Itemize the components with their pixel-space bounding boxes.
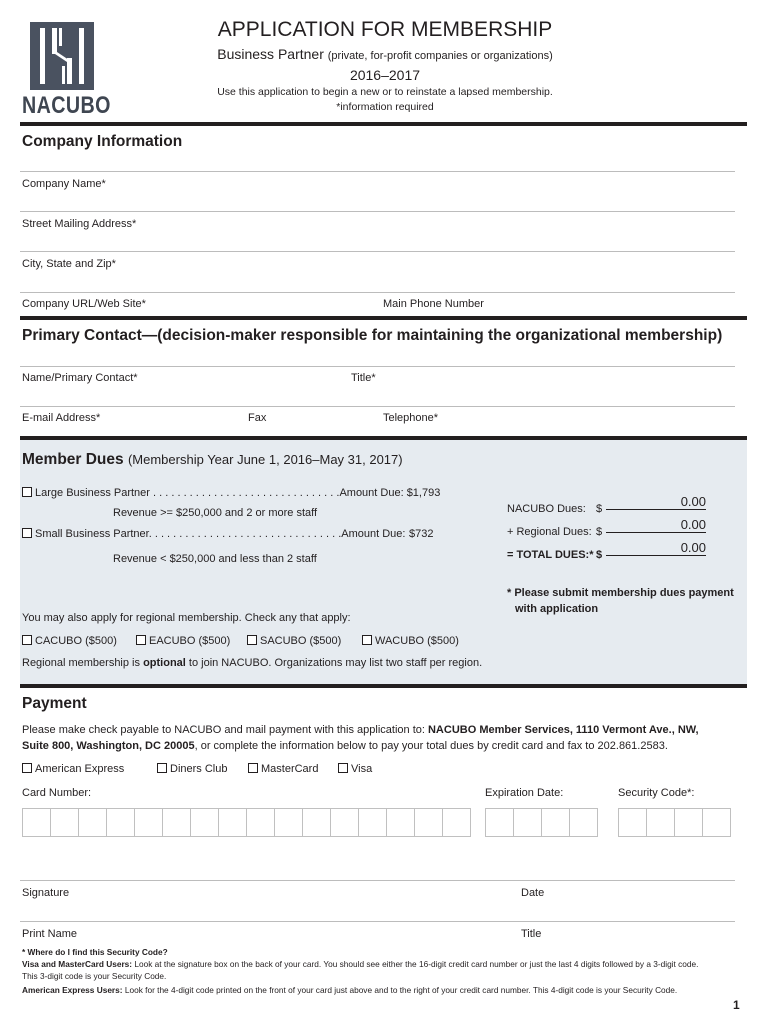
security-code-label: Security Code*: (618, 787, 695, 799)
divider (20, 366, 735, 367)
digit-box[interactable] (79, 808, 107, 837)
digit-box[interactable] (443, 808, 471, 837)
payment-text-2: , or complete the information below to pay your total dues by credit card and fax to 202.861.2583. (194, 740, 668, 752)
subtitle (160, 46, 610, 62)
visa-mastercard-note (22, 959, 742, 971)
currency-symbol: $ (596, 549, 603, 561)
street-address-field[interactable]: Street Mailing Address* (22, 218, 137, 230)
city-state-zip-field[interactable]: City, State and Zip* (22, 258, 116, 270)
digit-box[interactable] (219, 808, 247, 837)
regional-option-wacubo[interactable] (362, 635, 459, 647)
diners-label: Diners Club (170, 763, 228, 775)
subtitle-main: Business Partner (217, 46, 324, 62)
payment-address-1: NACUBO Member Services, 1110 Vermont Ave., NW, (427, 724, 699, 736)
submit-note-line2: with application (515, 603, 599, 615)
wacubo-label: WACUBO ($500) (375, 635, 459, 647)
large-business-label: Large Business Partner (35, 487, 150, 499)
card-number-label: Card Number: (22, 787, 92, 799)
divider (20, 211, 735, 212)
digit-box[interactable] (135, 808, 163, 837)
divider (20, 880, 735, 881)
visa-note-text: Look at the signature box on the back of your card. You should see either the 16-digit credit card number or just the last 4 digits followed by a 3-digit code. (132, 959, 699, 969)
leader-dots: . . . . . . . . . . . . . . . . . . . . . . . . . . . . . . . (149, 487, 340, 499)
company-section-title: Company Information (22, 133, 183, 150)
digit-box[interactable] (647, 808, 675, 837)
digit-box[interactable] (485, 808, 514, 837)
digit-box[interactable] (570, 808, 598, 837)
card-option-visa[interactable] (338, 763, 372, 775)
subtitle-note: (private, for-profit companies or organizations) (327, 50, 553, 62)
divider (20, 436, 747, 440)
date-field[interactable]: Date (521, 887, 545, 899)
divider (20, 684, 747, 688)
large-amount: Amount Due: $1,793 (339, 487, 441, 499)
regional-option-sacubo[interactable] (247, 635, 341, 647)
nacubo-dues-value[interactable]: 0.00 (606, 494, 706, 510)
small-business-label: Small Business Partner (35, 528, 149, 540)
divider (20, 316, 747, 320)
nacubo-logo-icon (30, 22, 94, 90)
submit-note-line1: * Please submit membership dues payment (507, 587, 734, 599)
card-option-amex[interactable] (22, 763, 124, 775)
digit-box[interactable] (247, 808, 275, 837)
amex-label: American Express (35, 763, 125, 775)
print-name-field[interactable]: Print Name (22, 928, 78, 940)
diners-checkbox[interactable] (157, 763, 167, 773)
digit-box[interactable] (359, 808, 387, 837)
digit-box[interactable] (542, 808, 570, 837)
payment-section-title: Payment (22, 695, 87, 712)
email-field[interactable]: E-mail Address* (22, 412, 101, 424)
divider (20, 171, 735, 172)
currency-symbol: $ (596, 526, 603, 538)
regional-option-eacubo[interactable] (136, 635, 230, 647)
company-name-field[interactable]: Company Name* (22, 178, 106, 190)
main-phone-field[interactable]: Main Phone Number (383, 298, 484, 310)
card-option-diners[interactable] (157, 763, 227, 775)
page-title: APPLICATION FOR MEMBERSHIP (217, 18, 553, 41)
large-business-note: Revenue >= $250,000 and 2 or more staff (113, 507, 318, 519)
telephone-field[interactable]: Telephone* (383, 412, 439, 424)
visa-label: Visa (351, 763, 373, 775)
regional-note-pre: Regional membership is (22, 657, 144, 669)
mastercard-checkbox[interactable] (248, 763, 258, 773)
divider (20, 921, 735, 922)
regional-intro: You may also apply for regional membership. Check any that apply: (22, 612, 351, 624)
signature-field[interactable]: Signature (22, 887, 70, 899)
digit-box[interactable] (275, 808, 303, 837)
regional-option-cacubo[interactable] (22, 635, 117, 647)
cacubo-label: CACUBO ($500) (35, 635, 117, 647)
large-business-option[interactable] (22, 487, 440, 499)
eacubo-checkbox[interactable] (136, 635, 146, 645)
small-business-option[interactable] (22, 528, 405, 540)
visa-mastercard-note-2: This 3-digit code is your Security Code. (22, 971, 167, 981)
digit-box[interactable] (107, 808, 135, 837)
eacubo-label: EACUBO ($500) (149, 635, 231, 647)
expiration-input[interactable] (485, 808, 598, 837)
large-business-checkbox[interactable] (22, 487, 32, 497)
payment-address-2: Suite 800, Washington, DC 20005 (22, 740, 195, 752)
digit-box[interactable] (618, 808, 647, 837)
security-code-question: * Where do I find this Security Code? (22, 947, 168, 957)
card-option-mastercard[interactable] (248, 763, 318, 775)
regional-note (22, 657, 482, 669)
amex-note (22, 985, 742, 997)
amex-note-text: Look for the 4-digit code printed on the front of your card just above and to the right of your credit card number. This 4-digit code is your Security Code. (122, 985, 678, 995)
security-code-input[interactable] (618, 808, 731, 837)
total-dues-value[interactable]: 0.00 (606, 540, 706, 556)
small-business-note: Revenue < $250,000 and less than 2 staff (113, 553, 317, 565)
digit-box[interactable] (331, 808, 359, 837)
divider (20, 292, 735, 293)
digit-box[interactable] (191, 808, 219, 837)
payment-title-field[interactable]: Title (521, 928, 542, 940)
expiration-label: Expiration Date: (485, 787, 564, 799)
sacubo-checkbox[interactable] (247, 635, 257, 645)
leader-dots: . . . . . . . . . . . . . . . . . . . . . . . . . . . . . . . . (148, 528, 342, 540)
page-number: 1 (733, 998, 740, 1012)
required-note: *information required (336, 101, 434, 113)
fax-field[interactable]: Fax (248, 412, 267, 424)
card-number-input[interactable] (22, 808, 471, 837)
divider (20, 406, 735, 407)
wacubo-checkbox[interactable] (362, 635, 372, 645)
amex-note-bold: American Express Users: (22, 985, 123, 995)
company-url-field[interactable]: Company URL/Web Site* (22, 298, 146, 310)
regional-dues-value[interactable]: 0.00 (606, 517, 706, 533)
digit-box[interactable] (22, 808, 51, 837)
nacubo-dues-label: NACUBO Dues: (507, 503, 586, 515)
small-amount-label: Amount Due: (341, 528, 406, 540)
digit-box[interactable] (415, 808, 443, 837)
dues-section-title: Member Dues (22, 451, 124, 468)
digit-box[interactable] (675, 808, 703, 837)
digit-box[interactable] (51, 808, 79, 837)
sacubo-label: SACUBO ($500) (260, 635, 342, 647)
regional-note-bold: optional (143, 657, 186, 669)
cacubo-checkbox[interactable] (22, 635, 32, 645)
divider (20, 122, 747, 126)
currency-symbol: $ (596, 503, 603, 515)
visa-checkbox[interactable] (338, 763, 348, 773)
divider (20, 251, 735, 252)
mastercard-label: MasterCard (261, 763, 319, 775)
logo-text: NACUBO (22, 92, 111, 119)
amex-checkbox[interactable] (22, 763, 32, 773)
digit-box[interactable] (514, 808, 542, 837)
membership-year: 2016–2017 (349, 67, 421, 83)
regional-note-post: to join NACUBO. Organizations may list two staff per region. (185, 657, 483, 669)
digit-box[interactable] (703, 808, 731, 837)
payment-text-1: Please make check payable to NACUBO and mail payment with this application to: (22, 724, 428, 736)
primary-contact-name-field[interactable]: Name/Primary Contact* (22, 372, 138, 384)
contact-title-field[interactable]: Title* (351, 372, 376, 384)
digit-box[interactable] (303, 808, 331, 837)
dues-heading (22, 451, 403, 469)
digit-box[interactable] (163, 808, 191, 837)
contact-section-title: Primary Contact—(decision-maker responsible for maintaining the organizational membership) (22, 327, 723, 344)
payment-instructions-line1 (22, 724, 699, 736)
small-business-checkbox[interactable] (22, 528, 32, 538)
payment-instructions-line2 (22, 740, 668, 752)
dues-period: (Membership Year June 1, 2016–May 31, 2017) (127, 452, 403, 467)
small-amount-value: $732 (409, 528, 434, 540)
visa-note-bold: Visa and MasterCard Users: (22, 959, 133, 969)
regional-dues-label: + Regional Dues: (507, 526, 592, 538)
instructions: Use this application to begin a new or to reinstate a lapsed membership. (217, 86, 553, 98)
digit-box[interactable] (387, 808, 415, 837)
total-dues-label: = TOTAL DUES:* (507, 549, 594, 561)
